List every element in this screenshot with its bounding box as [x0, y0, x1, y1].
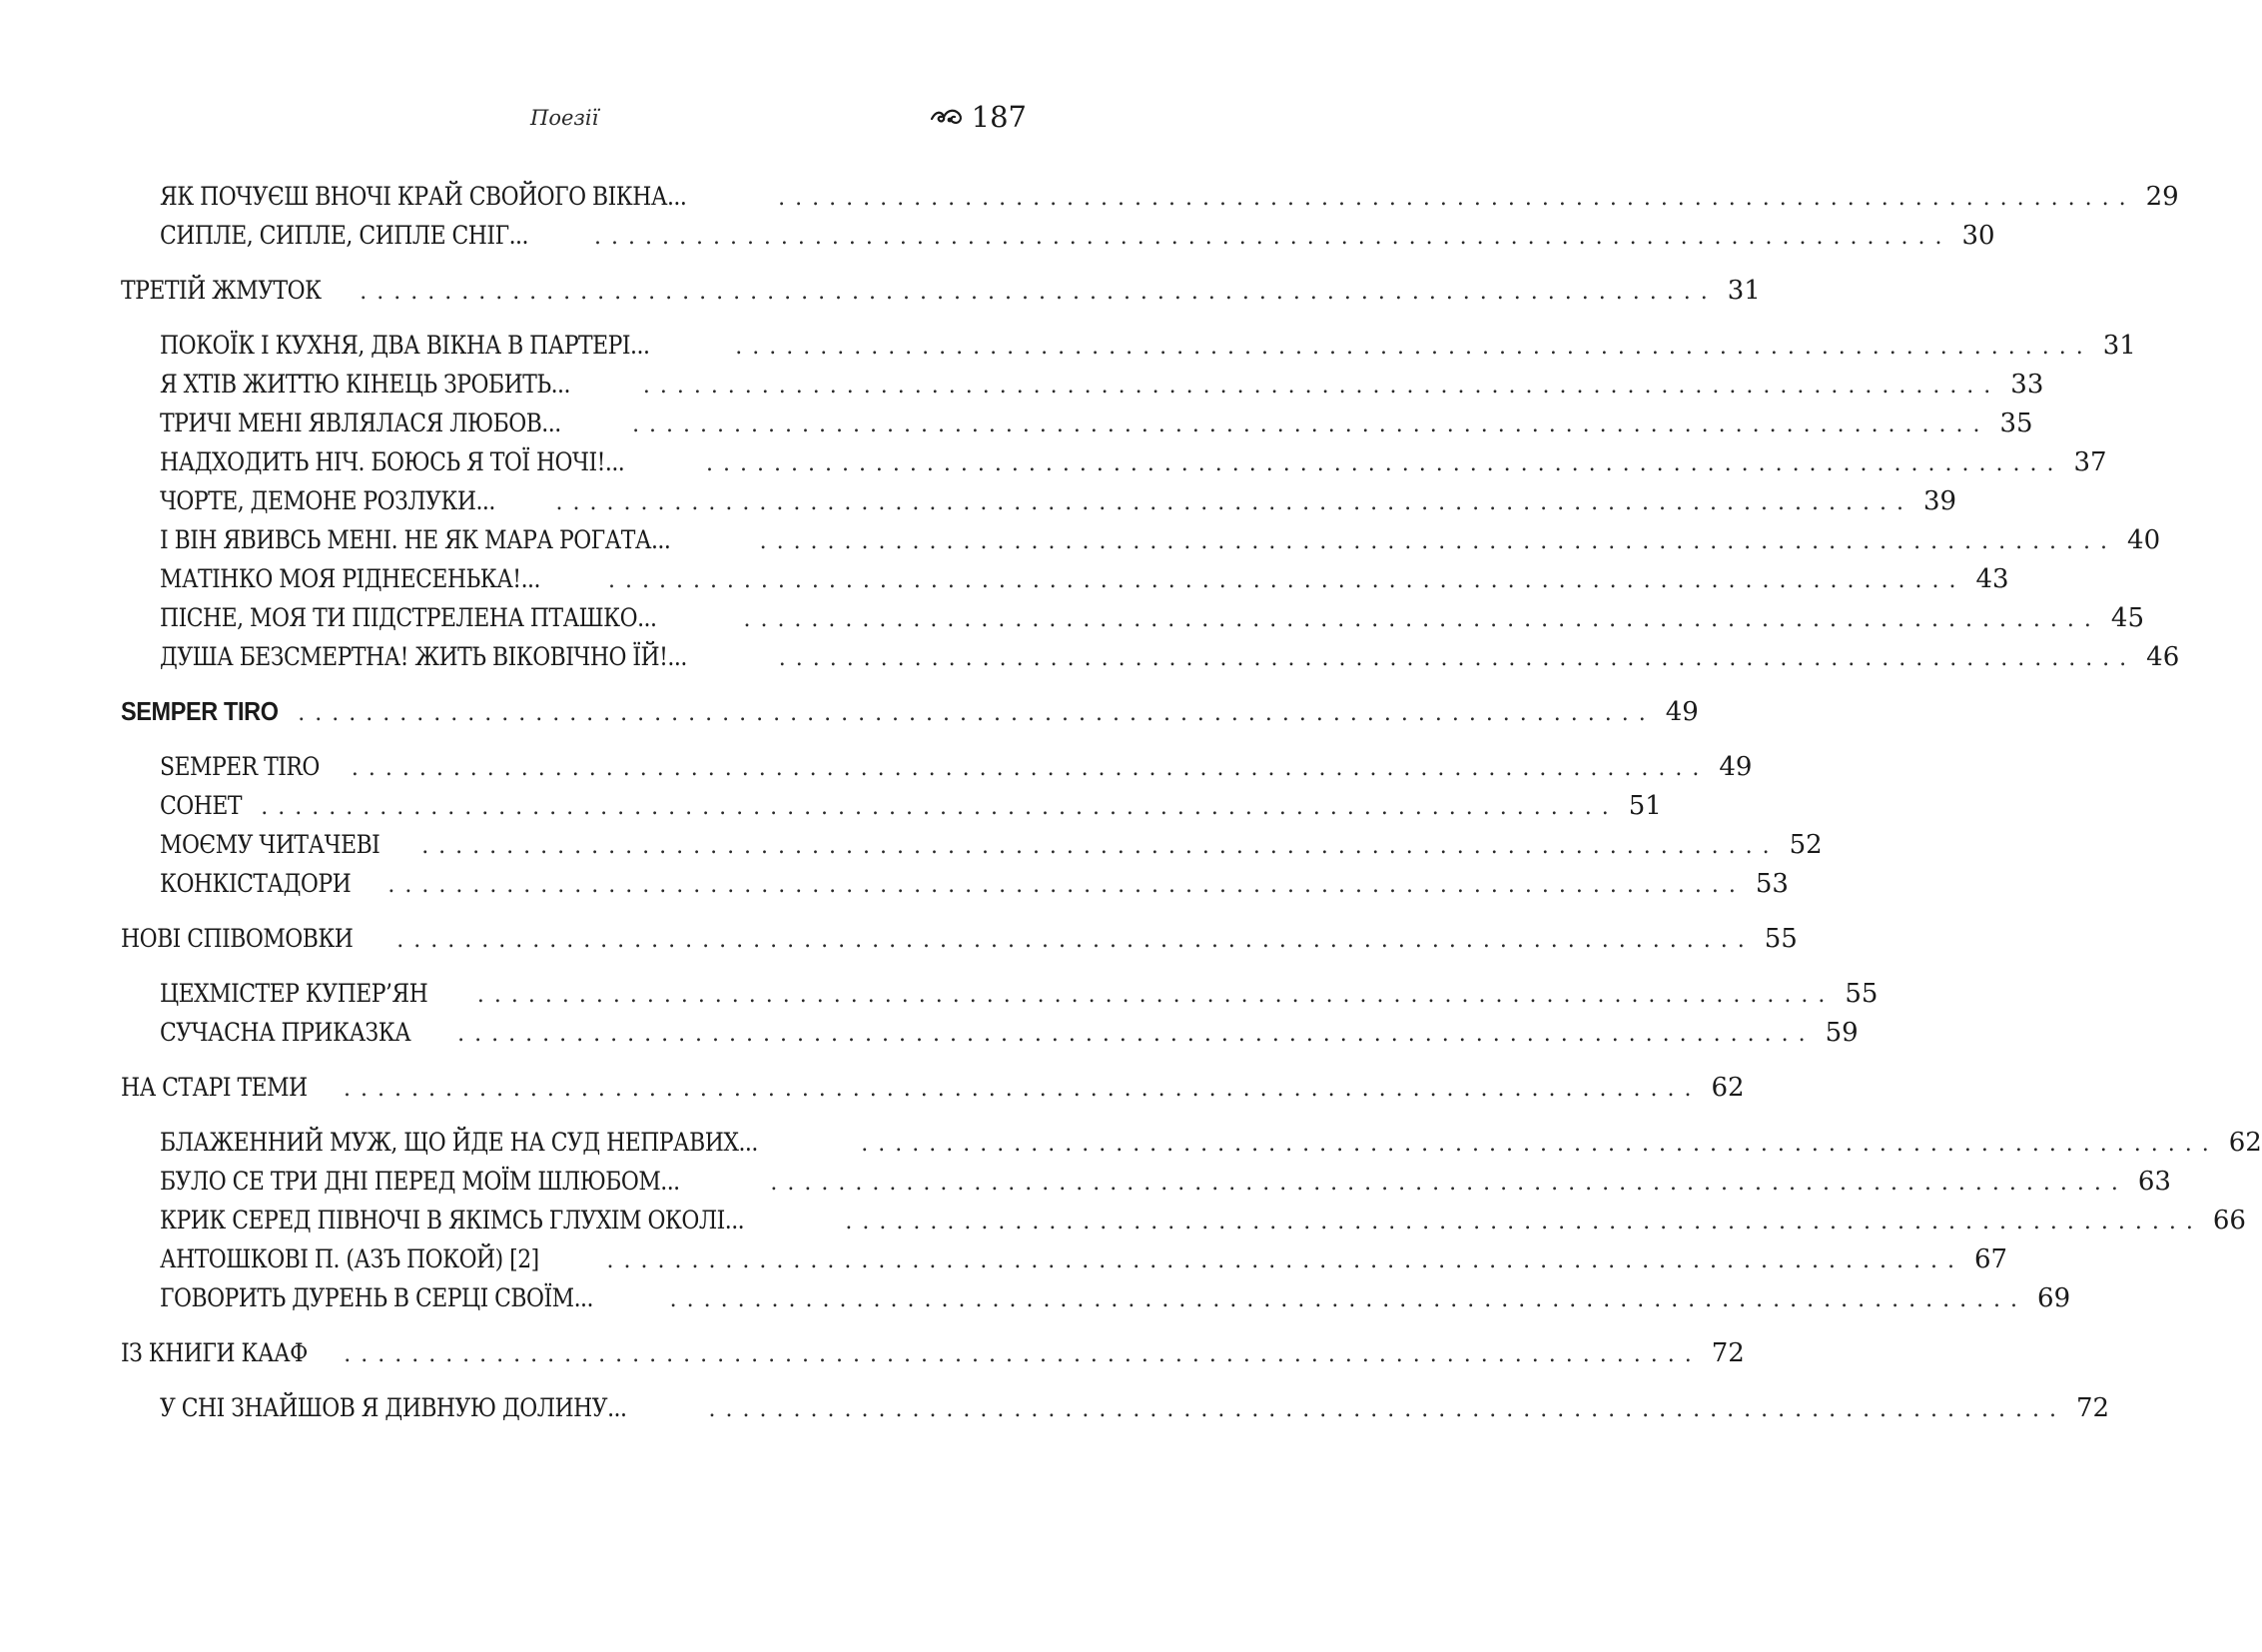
dot-leader: ................................................................................ — [261, 795, 1619, 820]
toc-section-entry — [121, 276, 1761, 314]
running-title: Поезії — [530, 106, 599, 130]
toc-entry-page: 52 — [1789, 830, 1823, 860]
toc-entry-title: SEMPER TIRO — [160, 752, 320, 782]
dot-leader: ................................................................................ — [770, 1171, 2128, 1196]
toc-entry-page: 37 — [2073, 447, 2107, 477]
toc-entry-title: ТРЕТІЙ ЖМУТОК — [121, 276, 322, 306]
dot-leader: ................................................................................ — [642, 374, 2001, 399]
dot-leader: ................................................................................ — [706, 451, 2064, 476]
toc-entry — [160, 1393, 2110, 1431]
toc-entry — [160, 525, 2161, 563]
toc-entry-page: 55 — [1764, 924, 1798, 954]
toc-entry — [160, 564, 2009, 602]
toc-entry-page: 53 — [1755, 869, 1789, 899]
toc-entry-title: ЯК ПОЧУЄШ ВНОЧІ КРАЙ СВОЙОГО ВІКНА... — [160, 182, 687, 212]
toc-entry-title: ЦЕХМІСТЕР КУПЕР’ЯН — [160, 979, 428, 1009]
toc-entry-page: 51 — [1628, 791, 1662, 821]
dot-leader: ................................................................................ — [845, 1210, 2203, 1235]
toc-entry-page: 31 — [1727, 276, 1761, 306]
toc-entry-title: СОНЕТ — [160, 791, 242, 821]
toc-entry-page: 49 — [1719, 752, 1753, 782]
toc-entry-title: НОВІ СПІВОМОВКИ — [121, 924, 354, 954]
toc-entry — [160, 603, 2144, 641]
dot-leader: ................................................................................ — [298, 701, 1656, 726]
dot-leader: ................................................................................ — [759, 529, 2118, 554]
dot-leader: ................................................................................ — [607, 568, 1966, 593]
toc-entry-title: СУЧАСНА ПРИКАЗКА — [160, 1018, 411, 1048]
dot-leader: ................................................................................ — [778, 646, 2137, 671]
toc-entry — [160, 1244, 2008, 1282]
toc-entry-page: 72 — [2075, 1393, 2110, 1423]
toc-entry-title: ПІСНЕ, МОЯ ТИ ПІДСТРЕЛЕНА ПТАШКО... — [160, 603, 657, 633]
toc-section-entry — [121, 1338, 1745, 1376]
dot-leader: ................................................................................ — [735, 335, 2093, 360]
toc-entry-title: SEMPER TIRO — [121, 698, 279, 726]
toc-entry-page: 62 — [1711, 1073, 1745, 1103]
toc-entry-page: 35 — [1999, 409, 2033, 438]
toc-entry-title: МАТІНКО МОЯ РІДНЕСЕНЬКА!... — [160, 564, 540, 594]
toc-entry — [160, 331, 2136, 369]
toc-entry-title: БУЛО СЕ ТРИ ДНІ ПЕРЕД МОЇМ ШЛЮБОМ... — [160, 1167, 680, 1197]
toc-entry — [160, 486, 1957, 524]
toc-entry-page: 66 — [2212, 1206, 2246, 1236]
toc-entry-title: НАДХОДИТЬ НІЧ. БОЮСЬ Я ТОЇ НОЧІ!... — [160, 447, 625, 477]
page-number-block — [930, 100, 1027, 134]
toc-section-entry — [121, 924, 1798, 962]
dot-leader: ................................................................................ — [344, 1342, 1702, 1367]
toc-entry-page: 29 — [2145, 182, 2179, 212]
toc-entry-page: 49 — [1665, 697, 1699, 727]
toc-entry — [160, 447, 2107, 485]
toc-entry — [160, 1283, 2071, 1321]
toc-entry-title: ГОВОРИТЬ ДУРЕНЬ В СЕРЦІ СВОЇМ... — [160, 1283, 593, 1313]
toc-entry — [160, 221, 1995, 259]
toc-entry-title: КОНКІСТАДОРИ — [160, 869, 352, 899]
dot-leader: ................................................................................ — [351, 756, 1710, 781]
toc-entry — [160, 409, 2033, 446]
page-number: 187 — [971, 100, 1027, 134]
dot-leader: ................................................................................ — [387, 873, 1746, 898]
toc-entry-title: СИПЛЕ, СИПЛЕ, СИПЛЕ СНІГ... — [160, 221, 528, 251]
toc-entry — [160, 1128, 2262, 1166]
toc-entry-page: 45 — [2110, 603, 2144, 633]
toc-entry-page: 63 — [2137, 1167, 2171, 1197]
dot-leader: ................................................................................ — [457, 1022, 1816, 1047]
toc-entry-title: АНТОШКОВІ П. (АЗЪ ПОКОЙ) [2] — [160, 1244, 539, 1274]
toc-entry-page: 33 — [2010, 370, 2044, 400]
toc-entry — [160, 1018, 1859, 1056]
toc-entry-page: 46 — [2146, 642, 2180, 672]
dot-leader: ................................................................................ — [743, 607, 2101, 632]
dot-leader: ................................................................................ — [708, 1397, 2066, 1422]
toc-entry — [160, 979, 1879, 1017]
toc-entry-page: 40 — [2127, 525, 2161, 555]
toc-entry-title: У СНІ ЗНАЙШОВ Я ДИВНУЮ ДОЛИНУ... — [160, 1393, 627, 1423]
dot-leader: ................................................................................ — [606, 1248, 1964, 1273]
toc-section-entry — [121, 697, 1699, 735]
dot-leader: ................................................................................ — [421, 834, 1780, 859]
toc-entry-page: 31 — [2102, 331, 2136, 361]
toc-entry-title: І ВІН ЯВИВСЬ МЕНІ. НЕ ЯК МАРА РОГАТА... — [160, 525, 671, 555]
toc-entry-page: 43 — [1975, 564, 2009, 594]
toc-entry — [160, 642, 2180, 680]
dot-leader: ................................................................................ — [344, 1077, 1702, 1102]
toc-entry — [160, 1167, 2171, 1205]
toc-entry — [160, 830, 1823, 868]
toc-entry-title: МОЄМУ ЧИТАЧЕВІ — [160, 830, 380, 860]
toc-entry — [160, 1206, 2246, 1243]
toc-entry — [160, 182, 2179, 220]
toc-entry-title: КРИК СЕРЕД ПІВНОЧІ В ЯКІМСЬ ГЛУХІМ ОКОЛІ... — [160, 1206, 745, 1236]
toc-entry-page: 67 — [1973, 1244, 2008, 1274]
toc-entry-page: 55 — [1845, 979, 1879, 1009]
dot-leader: ................................................................................ — [778, 186, 2136, 211]
toc-entry-page: 62 — [2228, 1128, 2262, 1158]
toc-entry-title: ІЗ КНИГИ КААФ — [121, 1338, 308, 1368]
dot-leader: ................................................................................ — [669, 1287, 2028, 1312]
running-head — [0, 100, 1156, 140]
dot-leader: ................................................................................ — [861, 1132, 2219, 1157]
toc-entry-title: НА СТАРІ ТЕМИ — [121, 1073, 308, 1103]
toc-entry — [160, 370, 2044, 408]
fleuron-icon — [930, 107, 964, 127]
toc-section-entry — [121, 1073, 1745, 1111]
toc-entry-page: 72 — [1711, 1338, 1745, 1368]
toc-entry-title: ТРИЧІ МЕНІ ЯВЛЯЛАСЯ ЛЮБОВ... — [160, 409, 561, 438]
toc-entry — [160, 791, 1662, 829]
dot-leader: ................................................................................ — [476, 983, 1836, 1008]
toc-entry-title: ПОКОЇК І КУХНЯ, ДВА ВІКНА В ПАРТЕРІ... — [160, 331, 650, 361]
toc-entry — [160, 869, 1789, 907]
toc-entry-page: 39 — [1922, 486, 1957, 516]
dot-leader: ................................................................................ — [555, 490, 1913, 515]
toc-entry-title: Я ХТІВ ЖИТТЮ КІНЕЦЬ ЗРОБИТЬ... — [160, 370, 570, 400]
toc-entry-page: 30 — [1961, 221, 1995, 251]
toc-entry — [160, 752, 1753, 790]
toc-entry-title: БЛАЖЕННИЙ МУЖ, ЩО ЙДЕ НА СУД НЕПРАВИХ... — [160, 1128, 758, 1158]
toc-entry-title: ЧОРТЕ, ДЕМОНЕ РОЗЛУКИ... — [160, 486, 495, 516]
toc-entry-title: ДУША БЕЗСМЕРТНА! ЖИТЬ ВІКОВІЧНО ЇЙ!... — [160, 642, 687, 672]
toc-entry-page: 59 — [1825, 1018, 1859, 1048]
dot-leader: ................................................................................ — [360, 280, 1718, 305]
dot-leader: ................................................................................ — [632, 413, 1990, 437]
dot-leader: ................................................................................ — [396, 928, 1755, 953]
dot-leader: ................................................................................ — [594, 225, 1952, 250]
toc-entry-page: 69 — [2037, 1283, 2071, 1313]
